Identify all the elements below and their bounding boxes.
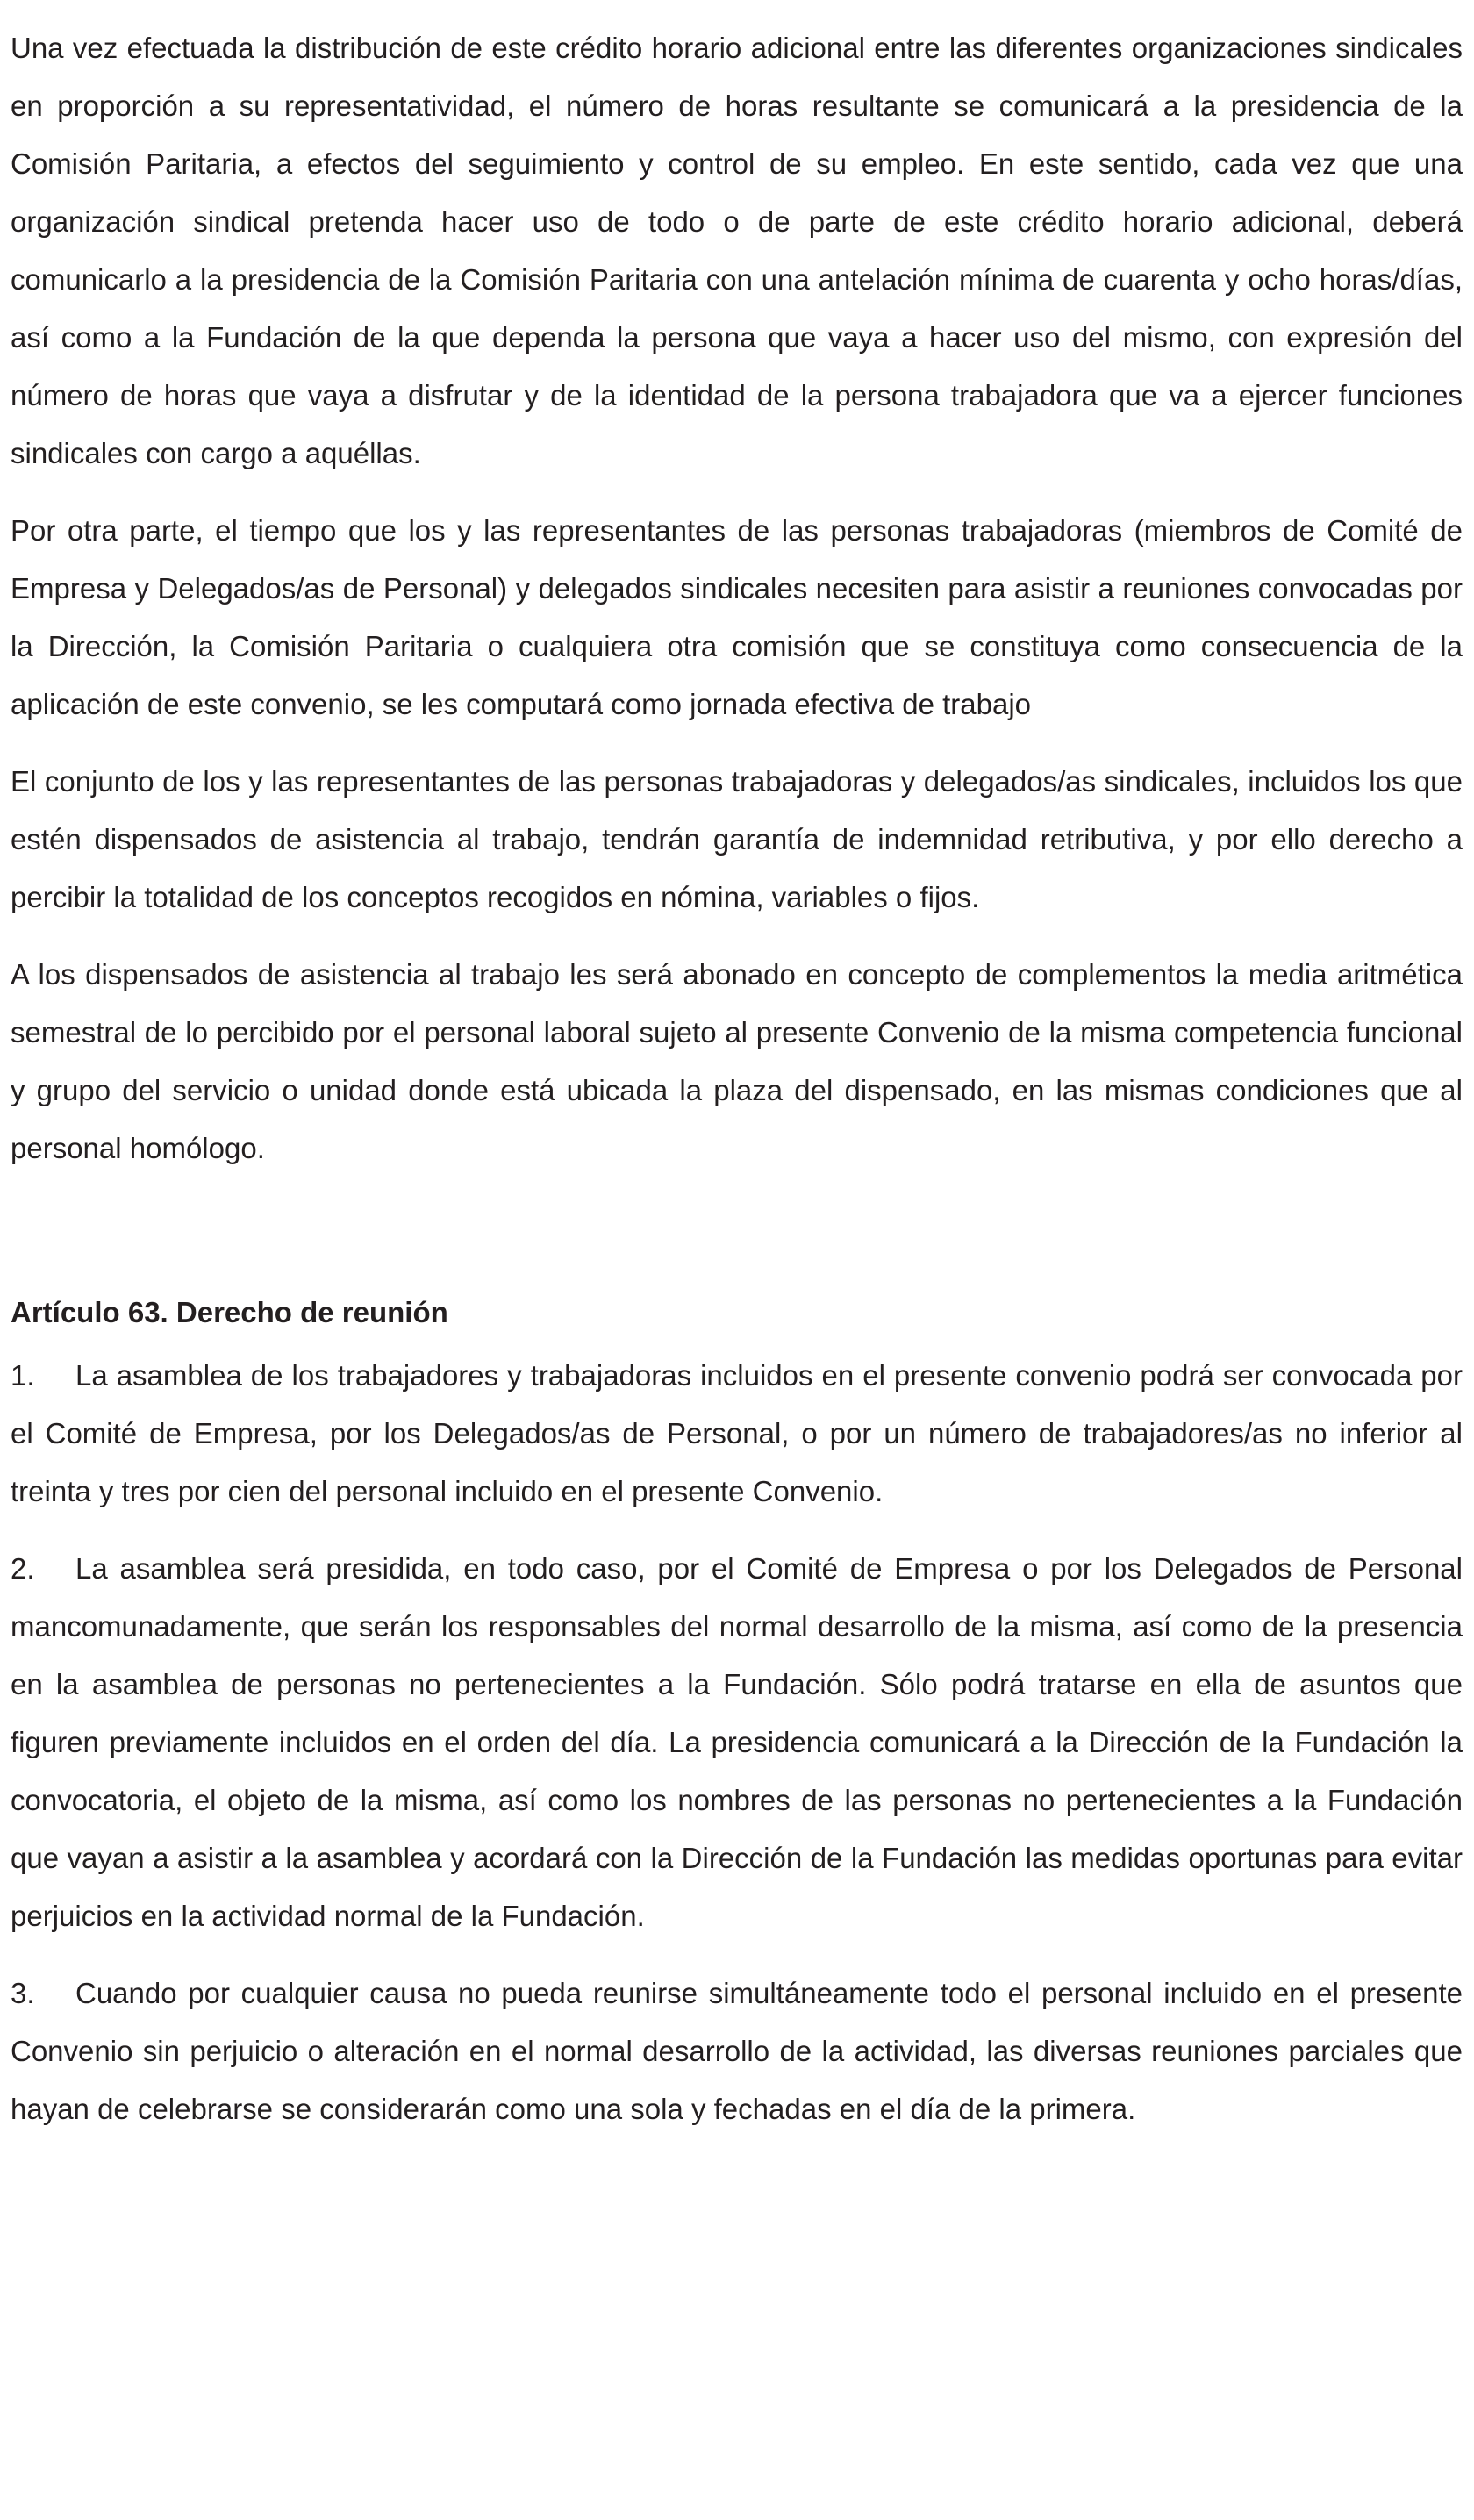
article-63-title: Artículo 63. Derecho de reunión bbox=[11, 1296, 448, 1328]
article-item-number: 3. bbox=[11, 1977, 35, 2009]
intro-paragraph-4: A los dispensados de asistencia al trabajo les será abonado en concepto de complementos la media aritmética semestral de lo percibido por el personal laboral sujeto al presente Convenio de la misma competencia funcional y grupo del servicio o unidad donde está ubicada la plaza del dispensado, en las mismas condiciones que al personal homólogo. bbox=[11, 958, 1463, 1164]
article-item-2 bbox=[11, 1540, 1463, 1945]
intro-paragraph-1: Una vez efectuada la distribución de este crédito horario adicional entre las diferentes organizaciones sindicales en proporción a su representatividad, el número de horas resultante se comunicará a la presidencia de la Comisión Paritaria, a efectos del seguimiento y control de su empleo. En este sentido, cada vez que una organización sindical pretenda hacer uso de todo o de parte de este crédito horario adicional, deberá comunicarlo a la presidencia de la Comisión Paritaria con una antelación mínima de cuarenta y ocho horas/días, así como a la Fundación de la que dependa la persona que vaya a hacer uso del mismo, con expresión del número de horas que vaya a disfrutar y de la identidad de la persona trabajadora que va a ejercer funciones sindicales con cargo a aquéllas. bbox=[11, 32, 1463, 469]
article-item-1 bbox=[11, 1347, 1463, 1521]
article-item-number: 2. bbox=[11, 1552, 35, 1585]
article-item-number: 1. bbox=[11, 1359, 35, 1392]
document-page bbox=[11, 19, 1463, 2158]
article-item-text: Cuando por cualquier causa no pueda reunirse simultáneamente todo el personal incluido en el presente Convenio sin perjuicio o alteración en el normal desarrollo de la actividad, las diversas reuniones parciales que hayan de celebrarse se considerarán como una sola y fechadas en el día de la primera. bbox=[11, 1977, 1463, 2125]
intro-paragraph-2: Por otra parte, el tiempo que los y las representantes de las personas trabajadoras (miembros de Comité de Empresa y Delegados/as de Personal) y delegados sindicales necesiten para asistir a reuniones convocadas por la Dirección, la Comisión Paritaria o cualquiera otra comisión que se constituya como consecuencia de la aplicación de este convenio, se les computará como jornada efectiva de trabajo bbox=[11, 514, 1463, 720]
article-item-text: La asamblea de los trabajadores y trabajadoras incluidos en el presente convenio podrá ser convocada por el Comité de Empresa, por los Delegados/as de Personal, o por un número de trabajadores/as no inferior al treinta y tres por cien del personal incluido en el presente Convenio. bbox=[11, 1359, 1463, 1507]
article-item-text: La asamblea será presidida, en todo caso, por el Comité de Empresa o por los Delegados de Personal mancomunadamente, que serán los responsables del normal desarrollo de la misma, así como de la presencia en la asamblea de personas no pertenecientes a la Fundación. Sólo podrá tratarse en ella de asuntos que figuren previamente incluidos en el orden del día. La presidencia comunicará a la Dirección de la Fundación la convocatoria, el objeto de la misma, así como los nombres de las personas no pertenecientes a la Fundación que vayan a asistir a la asamblea y acordará con la Dirección de la Fundación las medidas oportunas para evitar perjuicios en la actividad normal de la Fundación. bbox=[11, 1552, 1463, 1932]
article-item-3 bbox=[11, 1965, 1463, 2138]
intro-paragraph-3: El conjunto de los y las representantes de las personas trabajadoras y delegados/as sindicales, incluidos los que estén dispensados de asistencia al trabajo, tendrán garantía de indemnidad retributiva, y por ello derecho a percibir la totalidad de los conceptos recogidos en nómina, variables o fijos. bbox=[11, 765, 1463, 913]
